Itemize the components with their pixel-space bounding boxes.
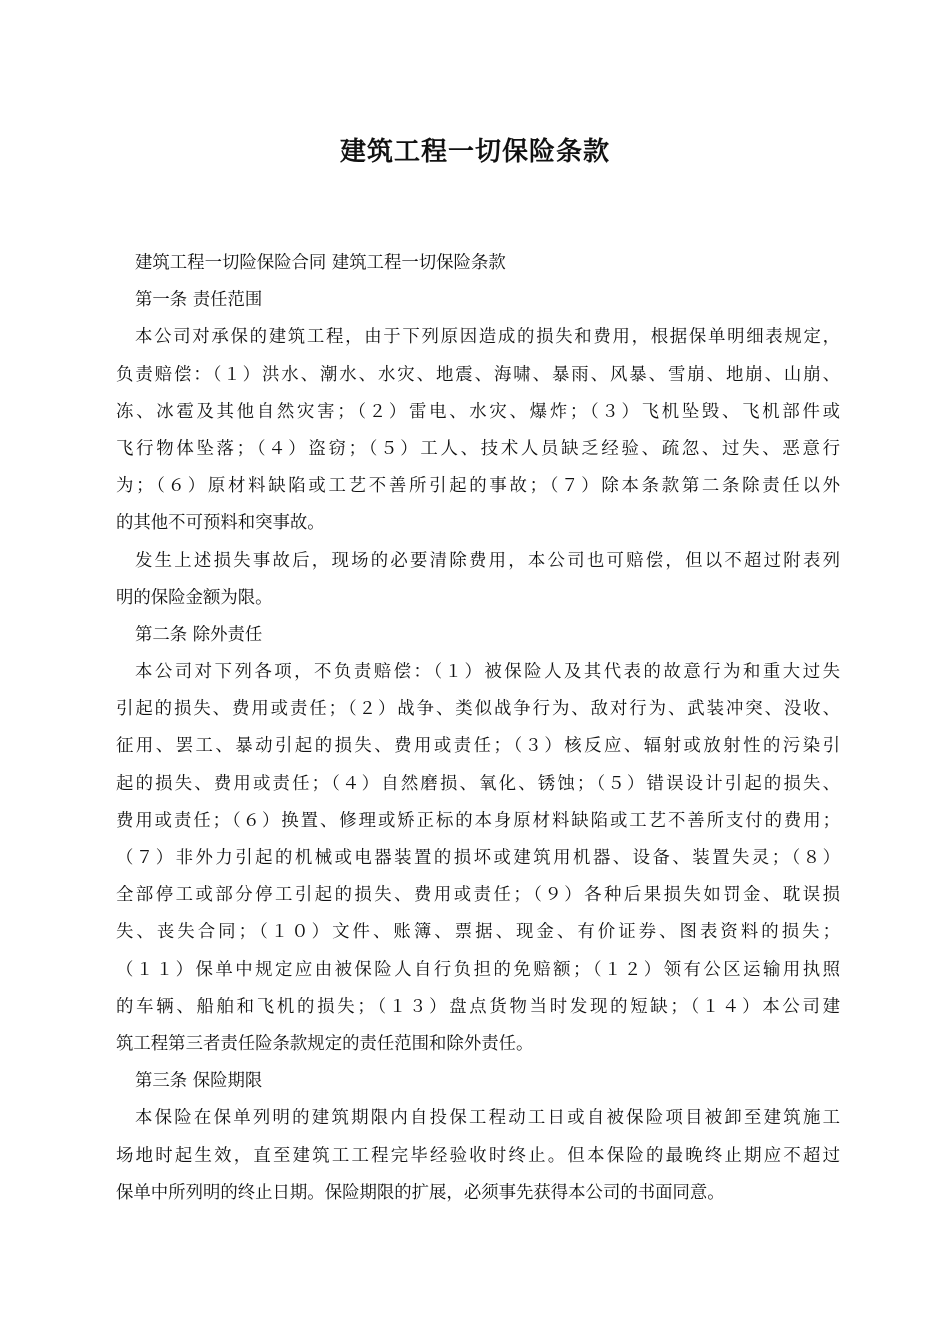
- paragraph-line: 的车辆、船舶和飞机的损失；（１３）盘点货物当时发现的短缺；（１４）本公司建: [116, 996, 840, 1017]
- document-title: 建筑工程一切保险条款: [339, 137, 610, 167]
- document-subtitle-line: 建筑工程一切险保险合同 建筑工程一切保险条款: [135, 253, 506, 273]
- paragraph-line: 引起的损失、费用或责任；（２）战争、类似战争行为、敌对行为、武装冲突、没收、: [116, 699, 840, 720]
- paragraph-line: 失、丧失合同；（１０）文件、账簿、票据、现金、有价证券、图表资料的损失；: [116, 922, 840, 943]
- article-2-heading: 第二条 除外责任: [135, 624, 263, 645]
- paragraph-line: 的其他不可预料和突事故。: [116, 513, 325, 534]
- paragraph-line: 本公司对承保的建筑工程，由于下列原因造成的损失和费用，根据保单明细表规定，: [135, 327, 840, 348]
- paragraph-line: （１１）保单中规定应由被保险人自行负担的免赔额；（１２）领有公区运输用执照: [116, 959, 840, 980]
- paragraph-line: 发生上述损失事故后，现场的必要清除费用，本公司也可赔偿，但以不超过附表列: [135, 550, 840, 571]
- paragraph-line: 本保险在保单列明的建筑期限内自投保工程动工日或自被保险项目被卸至建筑施工: [135, 1108, 840, 1129]
- paragraph-line: 飞行物体坠落；（４）盗窃；（５）工人、技术人员缺乏经验、疏忽、过失、恶意行: [116, 438, 840, 459]
- paragraph-line: 费用或责任；（６）换置、修理或矫正标的本身原材料缺陷或工艺不善所支付的费用；: [116, 810, 840, 831]
- paragraph-line: 保单中所列明的终止日期。保险期限的扩展，必须事先获得本公司的书面同意。: [116, 1182, 725, 1203]
- article-3-heading: 第三条 保险期限: [135, 1071, 263, 1092]
- document-body: [116, 245, 840, 1212]
- paragraph-line: 筑工程第三者责任险条款规定的责任范围和除外责任。: [116, 1033, 534, 1054]
- paragraph-line: 负责赔偿：（１）洪水、潮水、水灾、地震、海啸、暴雨、风暴、雪崩、地崩、山崩、: [116, 364, 840, 385]
- paragraph-line: 明的保险金额为限。: [116, 587, 273, 608]
- paragraph-line: 为；（６）原材料缺陷或工艺不善所引起的事故；（７）除本条款第二条除责任以外: [116, 476, 840, 497]
- paragraph-line: 本公司对下列各项，不负责赔偿：（１）被保险人及其代表的故意行为和重大过失: [135, 662, 840, 683]
- paragraph-line: （７）非外力引起的机械或电器装置的损坏或建筑用机器、设备、装置失灵；（８）: [116, 848, 840, 868]
- article-1-heading: 第一条 责任范围: [135, 290, 263, 311]
- paragraph-line: 冻、冰雹及其他自然灾害；（２）雷电、水灾、爆炸；（３）飞机坠毁、飞机部件或: [116, 401, 840, 422]
- paragraph-line: 全部停工或部分停工引起的损失、费用或责任；（９）各种后果损失如罚金、耽误损: [116, 885, 840, 906]
- paragraph-line: 征用、罢工、暴动引起的损失、费用或责任；（３）核反应、辐射或放射性的污染引: [116, 736, 840, 757]
- paragraph-line: 场地时起生效，直至建筑工工程完毕经验收时终止。但本保险的最晚终止期应不超过: [116, 1145, 840, 1166]
- paragraph-line: 起的损失、费用或责任；（４）自然磨损、氧化、锈蚀；（５）错误设计引起的损失、: [116, 773, 840, 794]
